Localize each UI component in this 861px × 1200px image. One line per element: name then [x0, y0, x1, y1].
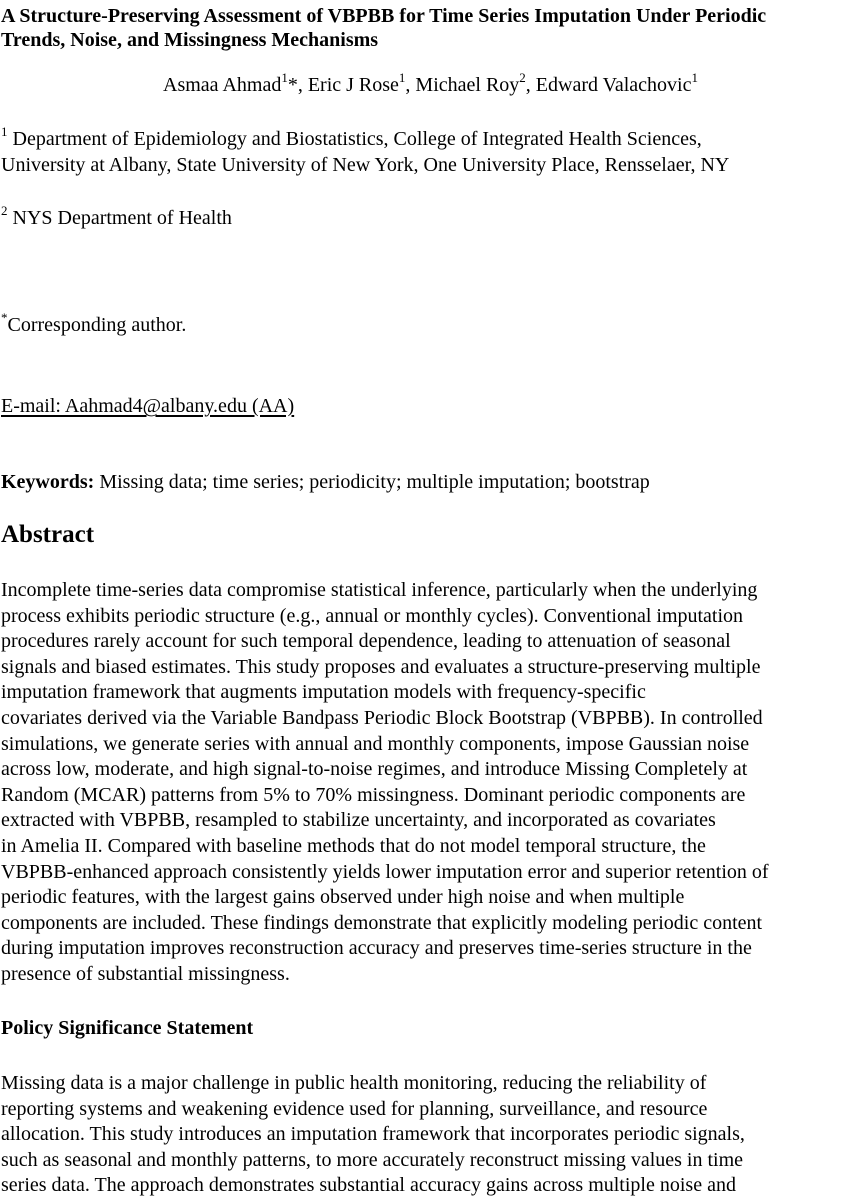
title-line: Trends, Noise, and Missingness Mechanisms: [1, 29, 379, 51]
author-affiliation-mark: 2: [519, 70, 526, 86]
corresponding-text: Corresponding author.: [7, 314, 187, 336]
author-affiliation-mark: 1: [691, 70, 698, 86]
keywords-label: Keywords:: [1, 471, 95, 493]
policy-line: series data. The approach demonstrates substantial accuracy gains across multiple noise and: [1, 1174, 736, 1197]
policy-line: reporting systems and weakening evidence used for planning, surveillance, and resource: [1, 1097, 708, 1120]
abstract-body: [1, 578, 859, 988]
abstract-line: Random (MCAR) patterns from 5% to 70% missingness. Dominant periodic components are: [1, 783, 746, 806]
abstract-line: components are included. These findings demonstrate that explicitly modeling periodic content: [1, 911, 763, 934]
affiliation-mark: 1: [1, 124, 8, 140]
author-list: [0, 72, 861, 98]
abstract-line: signals and biased estimates. This study proposes and evaluates a structure-preserving multiple: [1, 655, 761, 678]
affiliation-line: [1, 126, 859, 152]
abstract-line: process exhibits periodic structure (e.g., annual or monthly cycles). Conventional imputation: [1, 604, 744, 627]
abstract-line: VBPBB-enhanced approach consistently yields lower imputation error and superior retention of: [1, 860, 769, 883]
affiliation-line: University at Albany, State University of New York, One University Place, Rensselaer, NY: [1, 154, 730, 176]
email-line[interactable]: E-mail: Aahmad4@albany.edu (AA): [1, 395, 295, 417]
policy-line: allocation. This study introduces an imputation framework that incorporates periodic signals,: [1, 1123, 745, 1146]
author-separator: ,: [525, 74, 536, 96]
affiliation-1: [1, 126, 859, 178]
author-name: Edward Valachovic: [535, 74, 692, 96]
keywords: [1, 469, 650, 495]
policy-line: Missing data is a major challenge in public health monitoring, reducing the reliability of: [1, 1072, 707, 1094]
abstract-line: periodic features, with the largest gains observed under high noise and when multiple: [1, 886, 685, 909]
author-affiliation-mark: 1: [398, 70, 406, 86]
affiliation-2: [1, 205, 232, 231]
abstract-line: in Amelia II. Compared with baseline methods that do not model temporal structure, the: [1, 834, 706, 857]
abstract-line: simulations, we generate series with annual and monthly components, impose Gaussian noise: [1, 732, 750, 755]
abstract-line: during imputation improves reconstruction accuracy and preserves time-series structure in the: [1, 937, 752, 960]
affiliation-text: NYS Department of Health: [7, 207, 232, 229]
abstract-heading: Abstract: [1, 521, 95, 548]
abstract-line: Incomplete time-series data compromise statistical inference, particularly when the underlying: [1, 579, 758, 601]
affiliation-text: Department of Epidemiology and Biostatistics, College of Integrated Health Sciences,: [7, 128, 702, 150]
affiliation-mark: 2: [1, 203, 8, 219]
author-separator: *,: [287, 74, 308, 96]
author-separator: ,: [405, 74, 416, 96]
policy-body: [1, 1071, 859, 1199]
keywords-text: Missing data; time series; periodicity; multiple imputation; bootstrap: [94, 471, 650, 493]
author-name: Asmaa Ahmad: [163, 74, 282, 96]
author-name: Michael Roy: [415, 74, 520, 96]
author-affiliation-mark: 1: [281, 70, 288, 86]
abstract-line: presence of substantial missingness.: [1, 962, 290, 985]
corresponding-mark: *: [1, 310, 8, 326]
abstract-line: imputation framework that augments imputation models with frequency-specific: [1, 681, 646, 704]
abstract-line: procedures rarely account for such temporal dependence, leading to attenuation of seasonal: [1, 630, 731, 653]
policy-heading: Policy Significance Statement: [1, 1017, 254, 1039]
abstract-line: covariates derived via the Variable Bandpass Periodic Block Bootstrap (VBPBB). In controlled: [1, 706, 763, 729]
author-name: Eric J Rose: [307, 74, 399, 96]
abstract-line: across low, moderate, and high signal-to-noise regimes, and introduce Missing Completely at: [1, 758, 748, 781]
corresponding-author-note: [1, 312, 186, 338]
abstract-line: extracted with VBPBB, resampled to stabilize uncertainty, and incorporated as covariates: [1, 809, 716, 832]
policy-line: such as seasonal and monthly patterns, to more accurately reconstruct missing values in time: [1, 1148, 744, 1171]
title-line: A Structure-Preserving Assessment of VBPBB for Time Series Imputation Under Periodic: [1, 5, 767, 27]
paper-title: [1, 4, 859, 52]
